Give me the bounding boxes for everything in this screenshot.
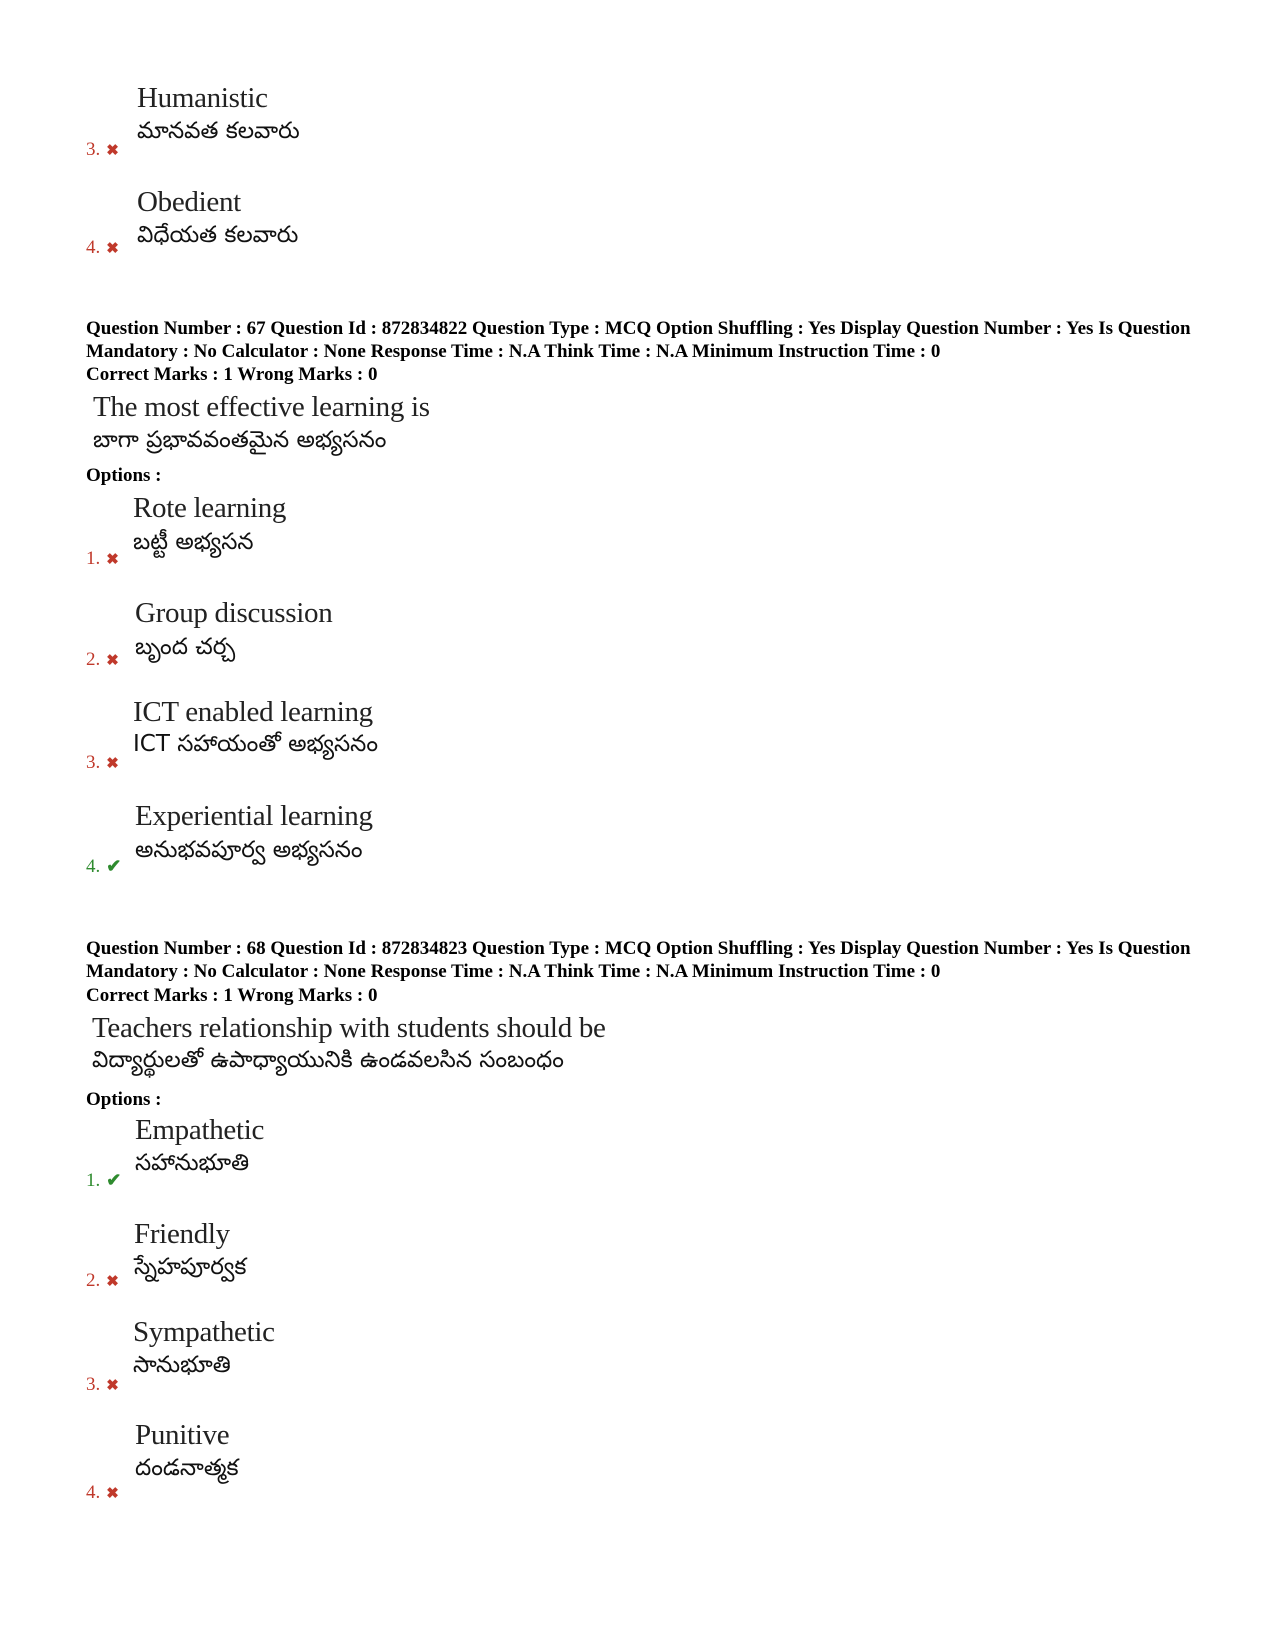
prev-option-4-english: Obedient bbox=[137, 186, 241, 218]
cross-icon: ✖ bbox=[106, 241, 119, 257]
options-label: Options : bbox=[86, 465, 162, 486]
option-4-number: 4. ✖ bbox=[86, 1482, 119, 1503]
option-3-telugu: ICT సహాయంతో అభ్యసనం bbox=[133, 731, 378, 757]
option-4-number: 4. ✔ bbox=[86, 856, 122, 877]
option-4-english: Punitive bbox=[135, 1419, 230, 1451]
option-1-number: 1. ✖ bbox=[86, 548, 119, 569]
option-3-english: Sympathetic bbox=[133, 1316, 275, 1348]
option-2-telugu: స్నేహపూర్వక bbox=[134, 1254, 247, 1280]
question-text-telugu: బాగా ప్రభావవంతమైన అభ్యసనం bbox=[93, 427, 387, 453]
cross-icon: ✖ bbox=[106, 1274, 119, 1290]
prev-option-3-number: 3. ✖ bbox=[86, 139, 119, 160]
option-3-telugu: సానుభూతి bbox=[133, 1352, 231, 1378]
option-2-telugu: బృంద చర్చ bbox=[135, 634, 236, 660]
option-1-telugu: బట్టీ అభ్యసన bbox=[133, 529, 254, 555]
option-1-english: Empathetic bbox=[135, 1114, 265, 1146]
cross-icon: ✖ bbox=[106, 653, 119, 669]
question-marks: Correct Marks : 1 Wrong Marks : 0 bbox=[86, 985, 378, 1006]
option-2-number: 2. ✖ bbox=[86, 1270, 119, 1291]
question-meta: Question Number : 68 Question Id : 872834823 Question Type : MCQ Option Shuffling : Yes Display Question Number : Yes Is Question Mandatory : No Calculator : None Response Time : N.A Think Time : N.A Minimum Instruction Time : 0 bbox=[86, 938, 1191, 982]
cross-icon: ✖ bbox=[106, 1378, 119, 1394]
option-3-number: 3. ✖ bbox=[86, 1374, 119, 1395]
option-3-number: 3. ✖ bbox=[86, 752, 119, 773]
check-icon: ✔ bbox=[106, 856, 122, 876]
option-4-english: Experiential learning bbox=[135, 800, 373, 832]
option-2-english: Group discussion bbox=[135, 597, 333, 629]
option-4-telugu: అనుభవపూర్వ అభ్యసనం bbox=[135, 837, 363, 863]
question-meta: Question Number : 67 Question Id : 872834822 Question Type : MCQ Option Shuffling : Yes Display Question Number : Yes Is Question Mandatory : No Calculator : None Response Time : N.A Think Time : N.A Minimum Instruction Time : 0 bbox=[86, 318, 1191, 362]
option-4-telugu: దండనాత్మక bbox=[135, 1455, 239, 1481]
prev-option-4-telugu: విధేయత కలవారు bbox=[137, 222, 299, 248]
prev-option-3-telugu: మానవత కలవారు bbox=[137, 118, 300, 144]
prev-option-4-number: 4. ✖ bbox=[86, 237, 119, 258]
option-1-telugu: సహానుభూతి bbox=[135, 1150, 250, 1176]
cross-icon: ✖ bbox=[106, 143, 119, 159]
option-1-english: Rote learning bbox=[133, 492, 287, 524]
option-2-number: 2. ✖ bbox=[86, 649, 119, 670]
question-text-english: Teachers relationship with students should be bbox=[92, 1012, 606, 1044]
option-2-english: Friendly bbox=[134, 1218, 230, 1250]
question-marks: Correct Marks : 1 Wrong Marks : 0 bbox=[86, 364, 378, 385]
cross-icon: ✖ bbox=[106, 552, 119, 568]
question-text-telugu: విద్యార్థులతో ఉపాధ్యాయునికి ఉండవలసిన సంబంధం bbox=[92, 1047, 564, 1073]
check-icon: ✔ bbox=[106, 1170, 122, 1190]
options-label: Options : bbox=[86, 1089, 162, 1110]
option-3-english: ICT enabled learning bbox=[133, 696, 373, 728]
prev-option-3-english: Humanistic bbox=[137, 82, 268, 114]
cross-icon: ✖ bbox=[106, 756, 119, 772]
cross-icon: ✖ bbox=[106, 1486, 119, 1502]
question-text-english: The most effective learning is bbox=[93, 391, 430, 423]
option-1-number: 1. ✔ bbox=[86, 1170, 122, 1191]
